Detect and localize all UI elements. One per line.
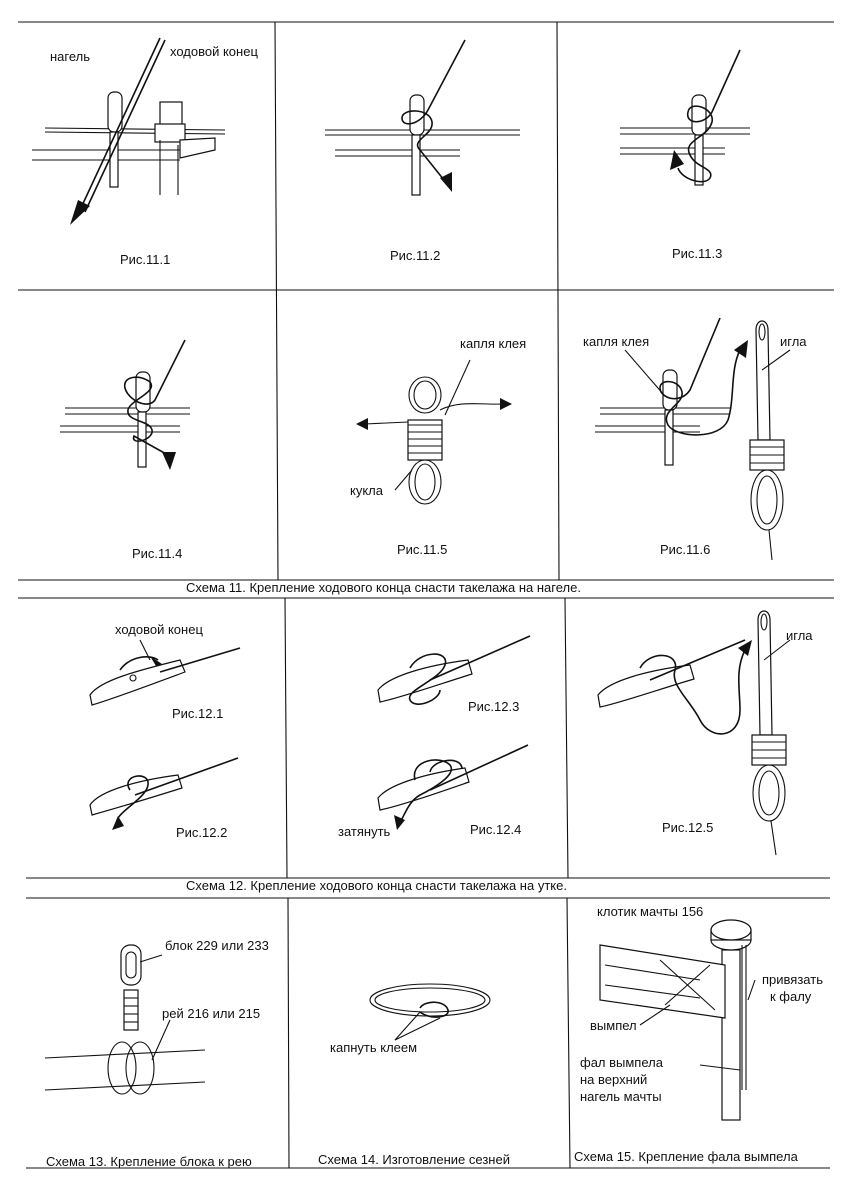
label-pennant: вымпел xyxy=(590,1018,637,1033)
label-hodovoy-konets-2: ходовой конец xyxy=(115,622,203,637)
scheme-15-title: Схема 15. Крепление фала вымпела xyxy=(574,1149,798,1164)
label-block: блок 229 или 233 xyxy=(165,938,269,953)
scheme-11-title: Схема 11. Крепление ходового конца снасти такелажа на нагеле. xyxy=(186,580,581,595)
fig-11-4-drawing xyxy=(60,340,190,470)
fig-12-1-drawing xyxy=(90,640,240,705)
fig-11-3-drawing xyxy=(620,50,750,185)
caption-fig-11-1: Рис.11.1 xyxy=(120,252,171,267)
caption-fig-12-4: Рис.12.4 xyxy=(470,822,522,837)
fig-12-2-drawing xyxy=(90,758,238,830)
fig-11-2-drawing xyxy=(325,40,520,195)
label-kukla: кукла xyxy=(350,483,383,498)
scheme-13-title: Схема 13. Крепление блока к рею xyxy=(46,1154,252,1169)
label-tie: привязать xyxy=(762,972,823,987)
fig-12-4-drawing xyxy=(378,745,528,830)
label-glue-drip: капнуть клеем xyxy=(330,1040,418,1055)
label-hodovoy-konets: ходовой конец xyxy=(170,44,258,59)
caption-fig-11-2: Рис.11.2 xyxy=(390,248,441,263)
caption-fig-12-3: Рис.12.3 xyxy=(468,699,520,714)
label-truck: клотик мачты 156 xyxy=(597,904,704,919)
caption-fig-12-2: Рис.12.2 xyxy=(176,825,228,840)
scheme-12-title: Схема 12. Крепление ходового конца снасти такелажа на утке. xyxy=(186,878,567,893)
scheme-14-title: Схема 14. Изготовление сезней xyxy=(318,1152,510,1167)
fig-12-3-drawing xyxy=(378,636,530,704)
caption-fig-11-3: Рис.11.3 xyxy=(672,246,723,261)
fig-14-drawing xyxy=(370,984,490,1040)
label-tie-2: к фалу xyxy=(770,989,812,1004)
caption-fig-11-5: Рис.11.5 xyxy=(397,542,448,557)
label-halyard-3: нагель мачты xyxy=(580,1089,662,1104)
label-nagel: нагель xyxy=(50,49,91,64)
label-glue-drop-2: капля клея xyxy=(583,334,650,349)
fig-12-5-drawing xyxy=(598,611,790,855)
label-yard: рей 216 или 215 xyxy=(162,1006,261,1021)
caption-fig-11-4: Рис.11.4 xyxy=(132,546,183,561)
label-halyard-1: фал вымпела xyxy=(580,1055,663,1070)
label-glue-drop: капля клея xyxy=(460,336,527,351)
label-needle: игла xyxy=(780,334,807,349)
fig-11-6-drawing xyxy=(595,318,790,560)
caption-fig-11-6: Рис.11.6 xyxy=(660,542,711,557)
label-tighten: затянуть xyxy=(338,824,391,839)
label-halyard-2: на верхний xyxy=(580,1072,648,1087)
caption-fig-12-5: Рис.12.5 xyxy=(662,820,714,835)
label-needle-2: игла xyxy=(786,628,813,643)
caption-fig-12-1: Рис.12.1 xyxy=(172,706,224,721)
fig-11-1-drawing xyxy=(32,38,225,225)
